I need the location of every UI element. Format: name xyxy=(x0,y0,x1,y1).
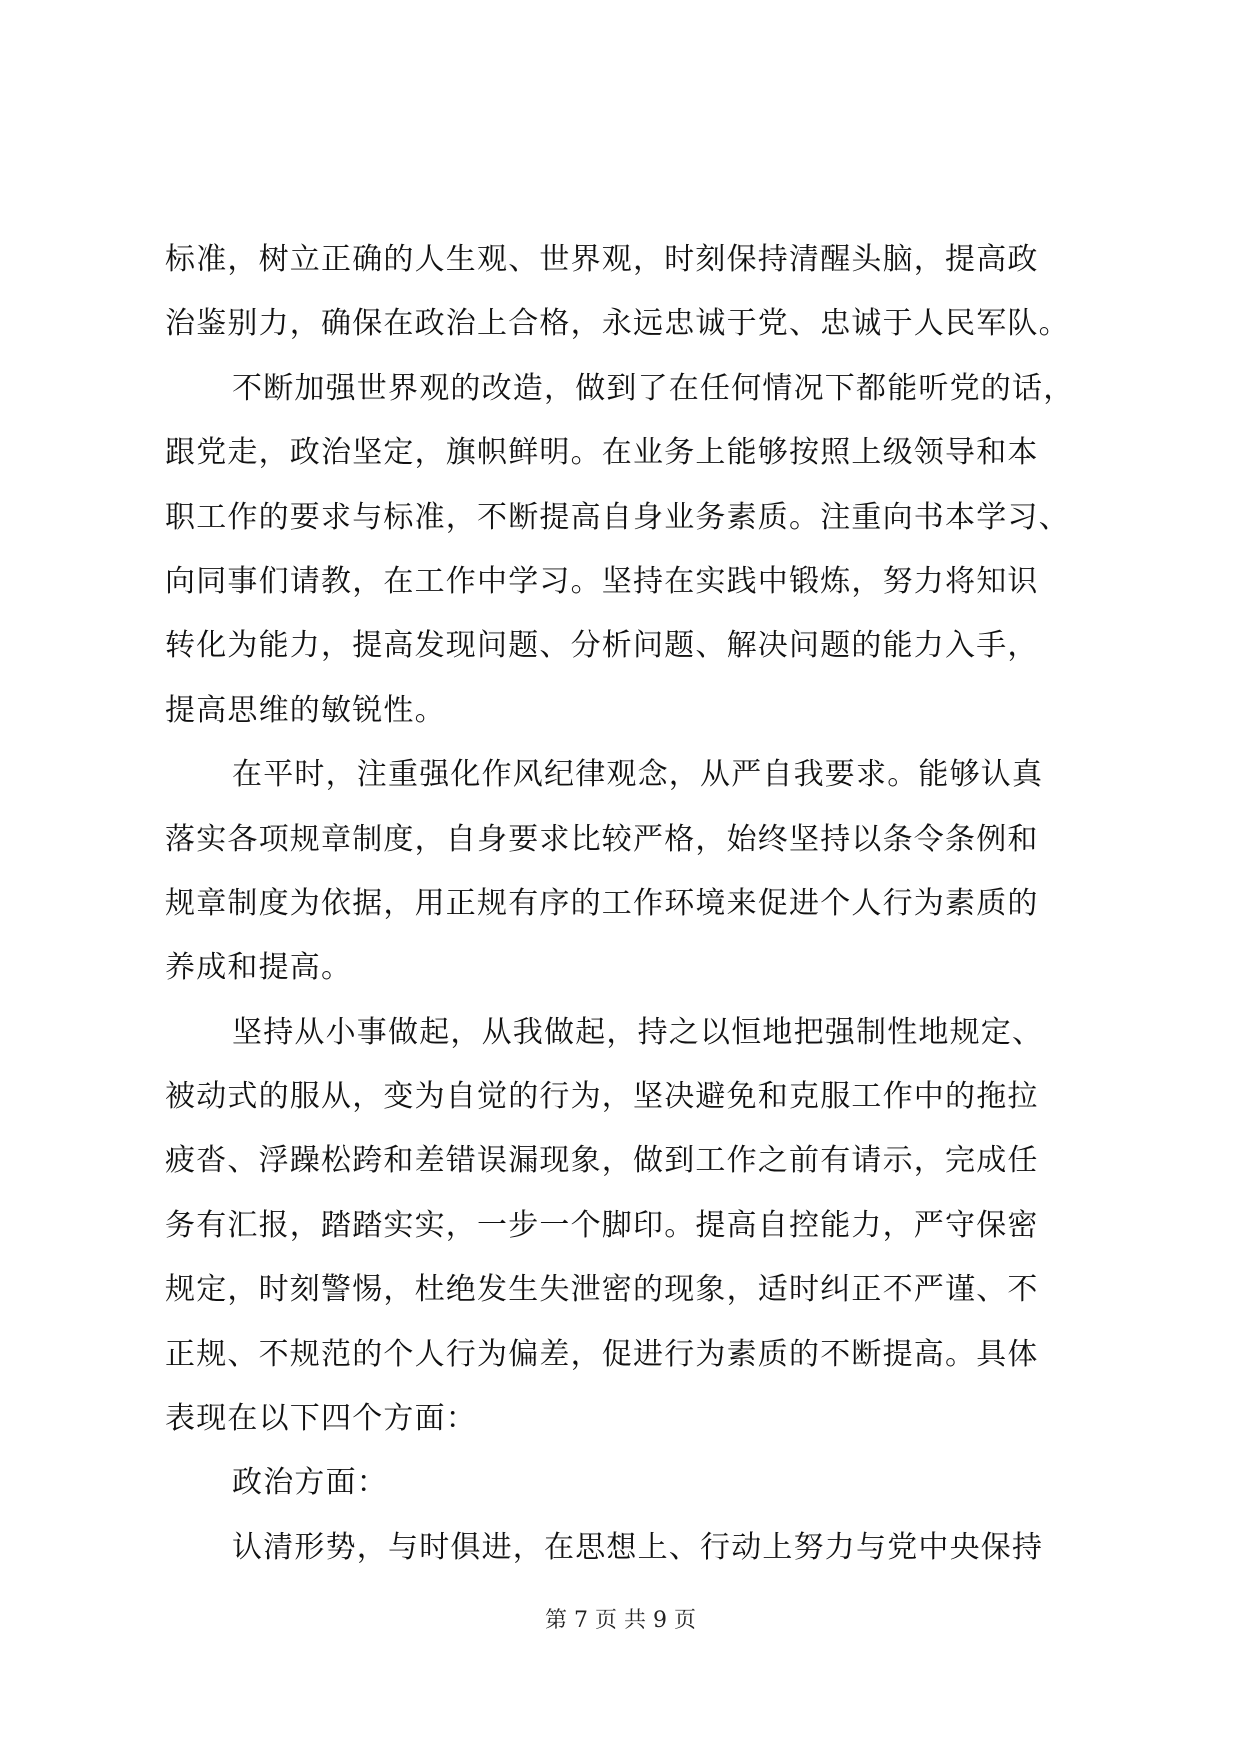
text-line: 落实各项规章制度，自身要求比较严格，始终坚持以条令条例和 xyxy=(165,821,1039,857)
text-line: 规定，时刻警惕，杜绝发生失泄密的现象，适时纠正不严谨、不 xyxy=(165,1272,1039,1308)
text-line: 被动式的服从，变为自觉的行为，坚决避免和克服工作中的拖拉 xyxy=(165,1079,1039,1115)
text-line: 跟党走，政治坚定，旗帜鲜明。在业务上能够按照上级领导和本 xyxy=(165,435,1039,471)
text-line: 规章制度为依据，用正规有序的工作环境来促进个人行为素质的 xyxy=(165,885,1039,921)
text-line: 治鉴别力，确保在政治上合格，永远忠诚于党、忠诚于人民军队。 xyxy=(165,306,1070,342)
text-line: 职工作的要求与标准，不断提高自身业务素质。注重向书本学习、 xyxy=(165,499,1070,535)
text-line: 正规、不规范的个人行为偏差，促进行为素质的不断提高。具体 xyxy=(165,1336,1039,1372)
text-line: 向同事们请教，在工作中学习。坚持在实践中锻炼，努力将知识 xyxy=(165,563,1039,599)
section-heading: 政治方面： xyxy=(232,1465,388,1501)
text-line: 养成和提高。 xyxy=(165,950,353,986)
text-line: 表现在以下四个方面： xyxy=(165,1401,477,1437)
text-line: 坚持从小事做起，从我做起，持之以恒地把强制性地规定、 xyxy=(232,1014,1044,1050)
text-line: 务有汇报，踏踏实实，一步一个脚印。提高自控能力，严守保密 xyxy=(165,1207,1039,1243)
text-line: 疲沓、浮躁松跨和差错误漏现象，做到工作之前有请示，完成任 xyxy=(165,1143,1039,1179)
text-line: 认清形势，与时俱进，在思想上、行动上努力与党中央保持 xyxy=(232,1529,1044,1565)
text-line: 不断加强世界观的改造，做到了在任何情况下都能听党的话， xyxy=(232,370,1075,406)
text-line: 转化为能力，提高发现问题、分析问题、解决问题的能力入手， xyxy=(165,628,1039,664)
body-text xyxy=(165,228,1105,1580)
text-line: 在平时，注重强化作风纪律观念，从严自我要求。能够认真 xyxy=(232,757,1044,793)
page-number-footer: 第 7 页 共 9 页 xyxy=(545,1608,696,1633)
text-line: 标准，树立正确的人生观、世界观，时刻保持清醒头脑，提高政 xyxy=(165,242,1039,277)
text-line: 提高思维的敏锐性。 xyxy=(165,692,446,728)
